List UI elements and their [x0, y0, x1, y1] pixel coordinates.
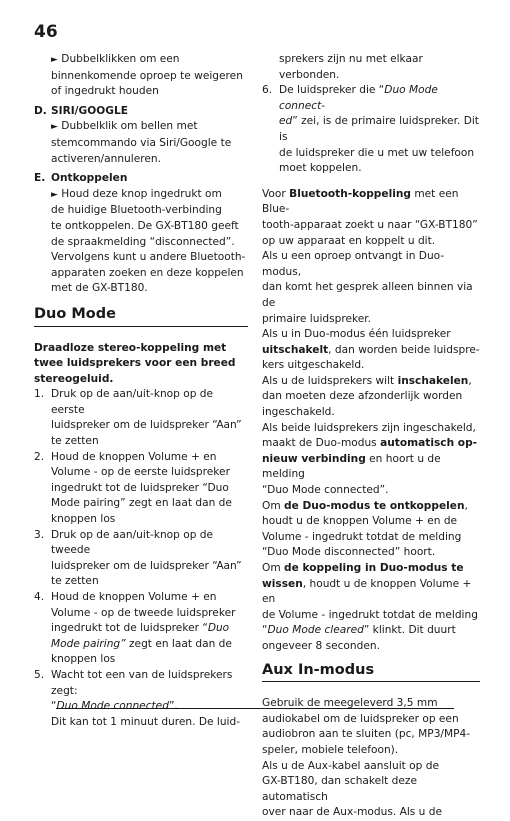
arrow-right-icon: ►: [51, 55, 58, 65]
list-item-continuation: sprekers zijn nu met elkaar verbonden.: [279, 53, 423, 81]
paragraph-disconnect: Om de Duo-modus te ontkoppelen, houdt u de knoppen Volume + en de Volume - ingedrukt totdat de melding “Duo Mode disconnected” hoort.: [262, 499, 468, 559]
page-number: 46: [34, 22, 58, 42]
item-title: Ontkoppelen: [51, 172, 128, 185]
left-column: [34, 52, 248, 730]
paragraph-clear: Om de koppeling in Duo-modus te wissen, houdt u de knoppen Volume + en de Volume - ingedrukt totdat de melding “Duo Mode cleared” klinkt. Dit duurt ongeveer 8 seconden.: [262, 562, 478, 652]
arrow-right-icon: ►: [51, 189, 58, 200]
footer-divider: [56, 708, 454, 709]
section-heading-aux: Aux In-modus: [262, 663, 480, 683]
right-column: [262, 52, 480, 821]
duo-steps-list: [34, 387, 248, 730]
section-heading-duo-mode: Duo Mode: [34, 307, 248, 327]
list-item: 2. Houd de knoppen Volume + en Volume - op de eerste luidspreker ingedrukt tot de luidspreker “Duo Mode pairing” zegt en laat dan de knoppen los: [34, 450, 232, 526]
list-item-siri-google: D. SIRI/GOOGLE ► Dubbelklik om bellen met stemcommando via Siri/Google te activeren/annuleren.: [34, 104, 232, 165]
list-item-ontkoppelen: E. Ontkoppelen ► Houd deze knop ingedrukt om de huidige Bluetooth-verbinding te ontkoppelen. De GX-BT180 geeft de spraakmelding “disconnected”. Vervolgens kunt u andere Bluetooth- apparaten zoeken en deze koppelen met de GX-BT180.: [34, 172, 246, 295]
section-subtitle: Draadloze stereo-koppeling met twee luidsprekers voor een breed stereogeluid.: [34, 341, 236, 385]
list-item: 5. Wacht tot een van de luidsprekers zegt: “Duo Mode connected”. Dit kan tot 1 minuut duren. De luid-: [34, 668, 241, 728]
paragraph-switch-off: Als u in Duo-modus één luidspreker uitschakelt, dan worden beide luidspre- kers uitgeschakeld.: [262, 328, 480, 372]
list-item-continuation: ► Dubbelklikken om een binnenkomende oproep te weigeren of ingedrukt houden: [51, 53, 243, 98]
list-item: 6. De luidspreker die “Duo Mode connect- ed” zei, is de primaire luidspreker. Dit is de luidspreker die u met uw telefoon moet koppelen.: [262, 84, 479, 175]
paragraph-reconnect: Als beide luidsprekers zijn ingeschakeld, maakt de Duo-modus automatisch op- nieuw verbinding en hoort u de melding “Duo Mode connected”.: [262, 421, 478, 497]
list-item: 1. Druk op de aan/uit-knop op de eerste luidspreker om de luidspreker “Aan” te zetten: [34, 388, 242, 448]
paragraph-bluetooth: Voor Bluetooth-koppeling met een Blue- tooth-apparaat zoekt u naar “GX-BT180” op uw apparaat en koppelt u dit.: [262, 187, 478, 247]
list-item: 4. Houd de knoppen Volume + en Volume - op de tweede luidspreker ingedrukt tot de luidspreker “Duo Mode pairing” zegt en laat dan de knoppen los: [34, 591, 236, 666]
arrow-right-icon: ►: [51, 122, 58, 133]
paragraph-switch-on: Als u de luidsprekers wilt inschakelen, dan moeten deze afzonderlijk worden ingeschakeld.: [262, 374, 472, 419]
paragraph-call: Als u een oproep ontvangt in Duo-modus, dan komt het gesprek alleen binnen via de primaire luidspreker.: [262, 250, 473, 325]
paragraph-aux: Gebruik de meegeleverd 3,5 mm audiokabel om de luidspreker op een audiobron aan te sluiten (pc, MP3/MP4- speler, mobiele telefoon). Als u de Aux-kabel aansluit op de GX-BT180, dan schakelt deze automatisch over naar de Aux-modus. Als u de: [262, 697, 471, 819]
item-title: SIRI/GOOGLE: [51, 104, 128, 117]
list-item: 3. Druk op de aan/uit-knop op de tweede luidspreker om de luidspreker “Aan” te zetten: [34, 528, 242, 588]
